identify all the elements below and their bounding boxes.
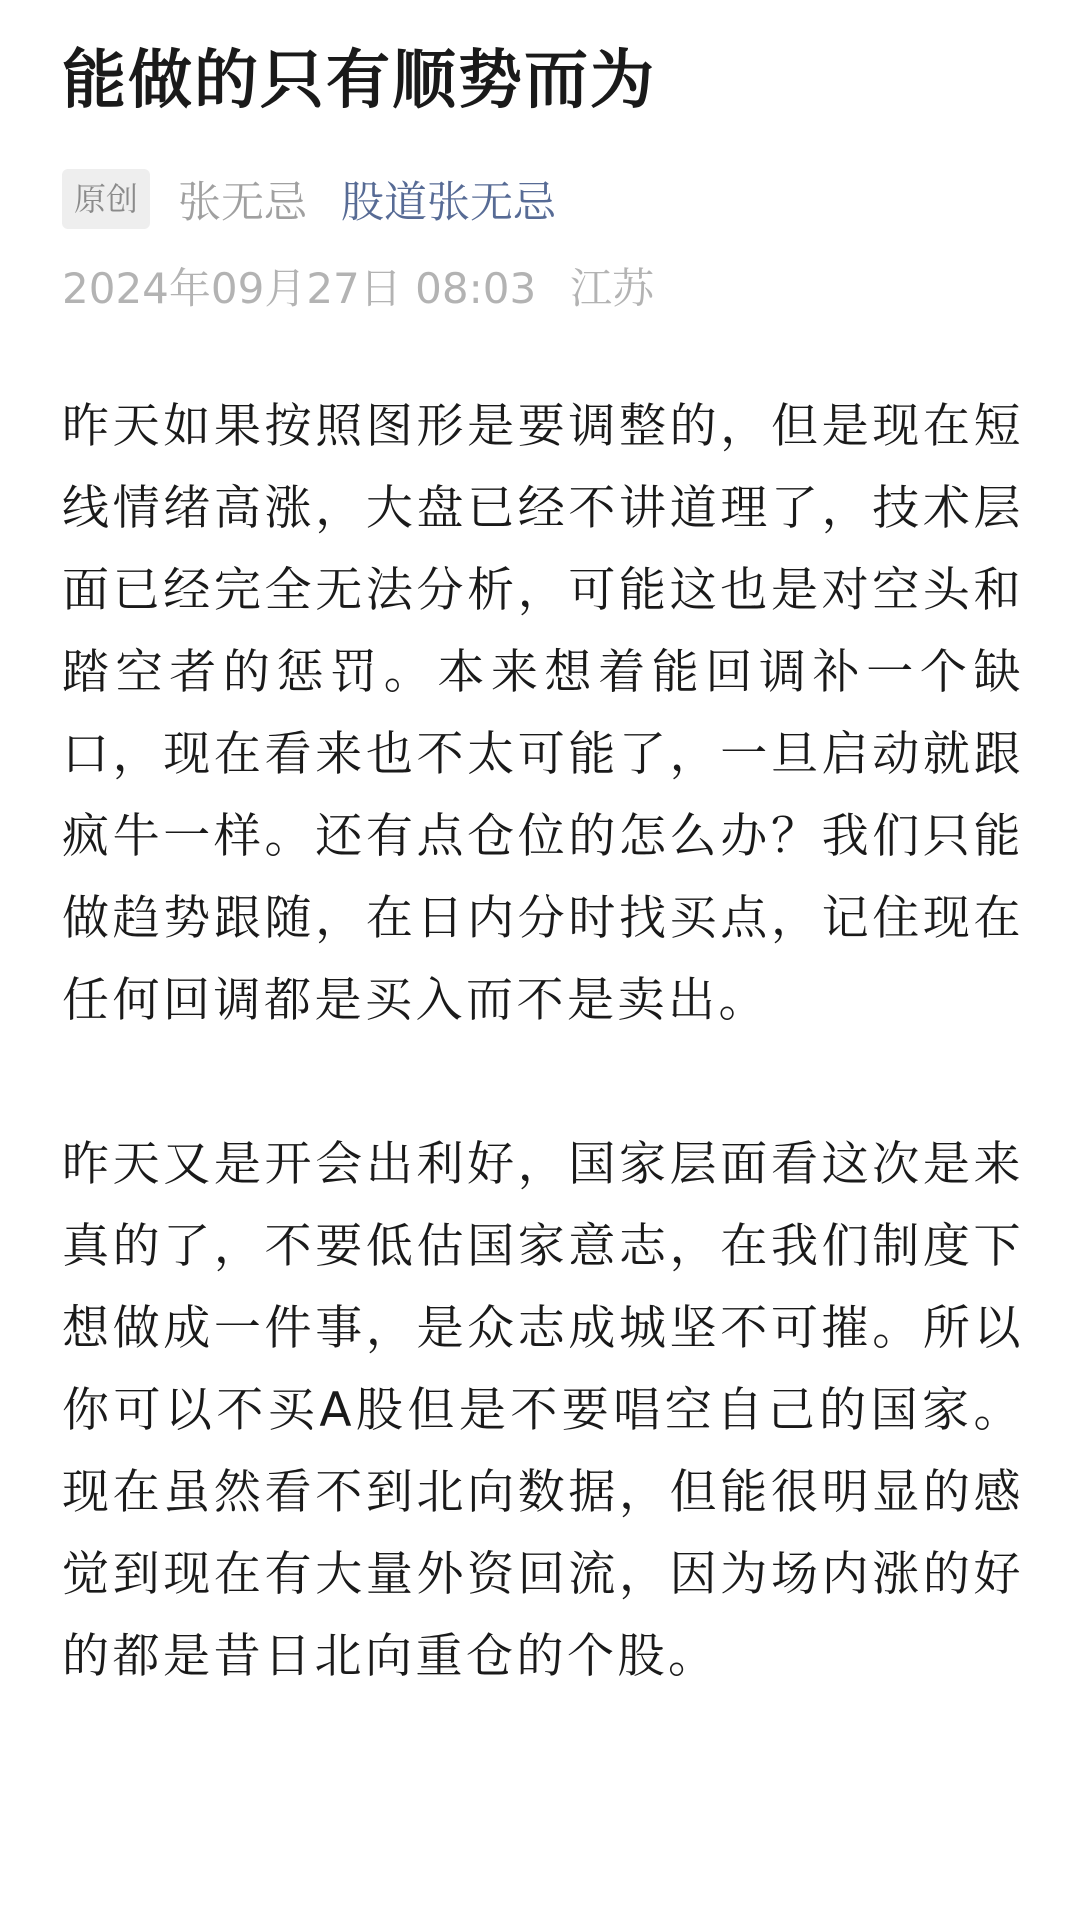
paragraph: 昨天又是开会出利好，国家层面看这次是来真的了，不要低估国家意志，在我们制度下想做成一件事，是众志成城坚不可摧。所以你可以不买A股但是不要唱空自己的国家。现在虽然看不到北向数据，但能很明显的感觉到现在有大量外资回流，因为场内涨的好的都是昔日北向重仓的个股。 (62, 1137, 1024, 1684)
publish-datetime: 2024年09月27日 08:03 (62, 264, 537, 313)
account-link[interactable]: 股道张无忌 (341, 177, 557, 228)
article-title: 能做的只有顺势而为 (62, 44, 656, 118)
publish-location: 江苏 (570, 264, 655, 313)
publish-info (62, 258, 1024, 314)
paragraph: 昨天如果按照图形是要调整的，但是现在短线情绪高涨，大盘已经不讲道理了，技术层面已经完全无法分析，可能这也是对空头和踏空者的惩罚。本来想着能回调补一个缺口，现在看来也不太可能了，一旦启动就跟疯牛一样。还有点仓位的怎么办？我们只能做趋势跟随，在日内分时找买点，记住现在任何回调都是买入而不是卖出。 (62, 399, 1024, 1028)
author-name: 张无忌 (178, 177, 308, 228)
article-meta (62, 168, 1024, 230)
article-content (62, 386, 1024, 1698)
original-tag: 原创 (62, 169, 150, 229)
article (62, 0, 1024, 1698)
